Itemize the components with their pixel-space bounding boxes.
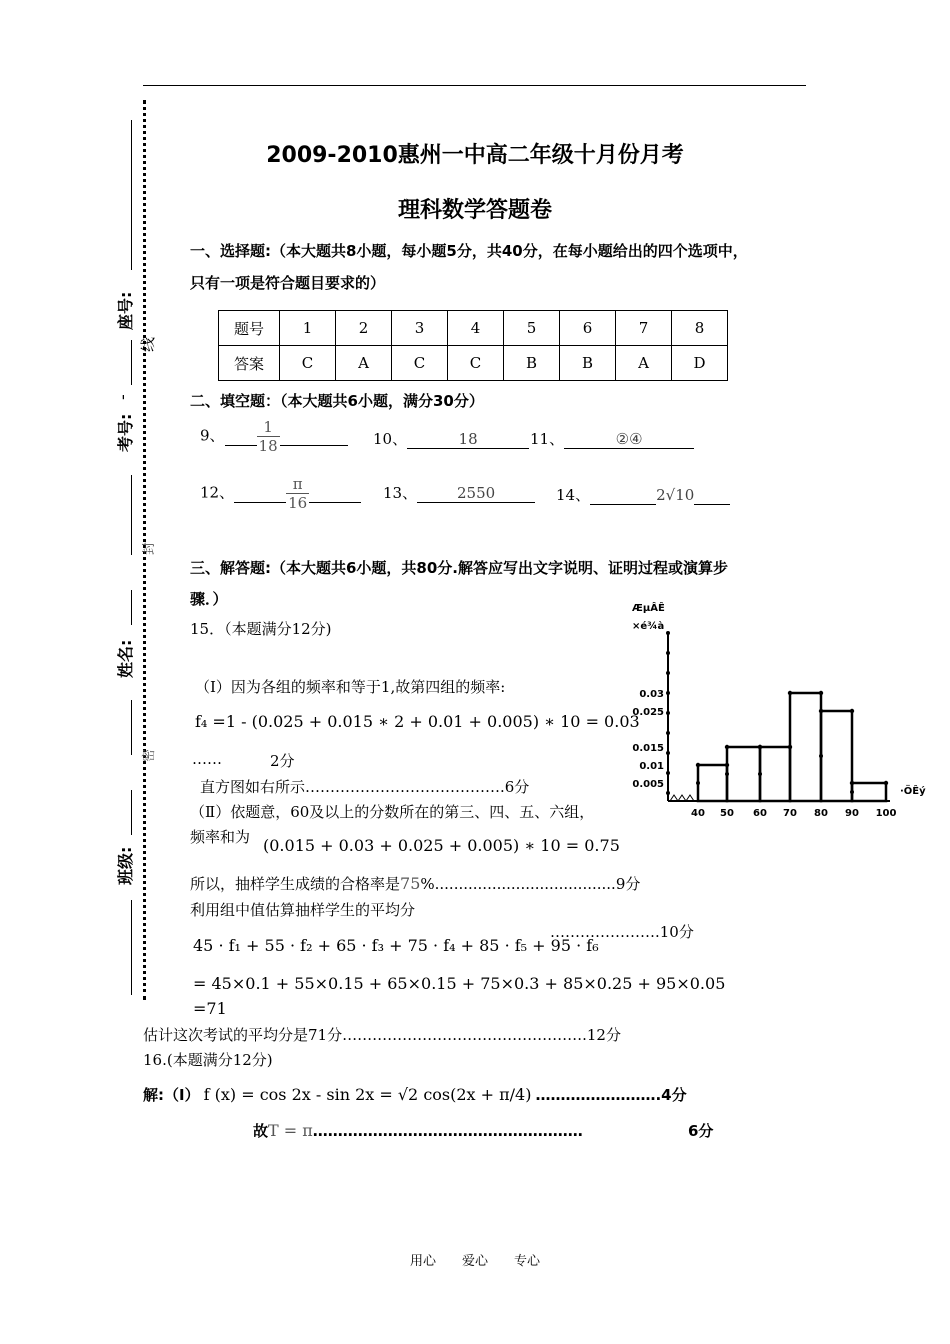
bar-mid-dot (758, 772, 762, 776)
q12-label: 12、 (200, 483, 235, 502)
y-axis-dot (666, 751, 670, 755)
x-tick-label: 80 (814, 808, 828, 819)
bar-corner-dot (696, 763, 700, 767)
y-tick-label: 0.01 (639, 761, 664, 772)
x-tick-label: 70 (783, 808, 797, 819)
p15-line4-formula: (0.015 + 0.03 + 0.025 + 0.005) ∗ 10 = 0.75 (263, 836, 620, 855)
q14-label: 14、 (556, 486, 591, 504)
p15-line1: （Ⅰ）因为各组的频率和等于1,故第四组的频率: (195, 678, 506, 696)
p15-line5: 所以，抽样学生成绩的合格率是75%......................................9分 (190, 874, 641, 893)
x-tick-label: 60 (753, 808, 767, 819)
q11-label: 11、 (530, 430, 565, 448)
table-cell: 4 (448, 311, 504, 346)
histogram-bar (790, 693, 821, 801)
section3-heading: 三、解答题:（本大题共6小题，共80分.解答应写出文字说明、证明过程或演算步 (190, 559, 729, 577)
p15-mean-result: =71 (193, 999, 227, 1018)
problem15-title: 15．（本题满分12分) (190, 620, 332, 638)
x-tick-label: 40 (691, 808, 705, 819)
p15-dots1: …… (192, 750, 222, 768)
histogram-bar (760, 747, 790, 801)
x-tick-label: 50 (720, 808, 734, 819)
y-axis-dot (666, 691, 670, 695)
y-axis-label-line2: ×é¾à (632, 621, 665, 632)
table-cell: C (280, 346, 336, 381)
p16-line2: 故T = π……………………………………………… (253, 1121, 583, 1140)
table-cell: B (504, 346, 560, 381)
mi-mark: 密 (142, 748, 157, 762)
class-underline-top (131, 700, 132, 755)
q13-label: 13、 (383, 484, 418, 502)
histogram-bar (727, 747, 760, 801)
exam-no-underline-top (131, 340, 132, 385)
histogram-bar (698, 765, 727, 801)
p15-line4-label: 频率和为 (190, 828, 251, 846)
bar-corner-dot (758, 745, 762, 749)
p15-line2: 直方图如右所示………………………………….6分 (200, 778, 530, 796)
p15-line6: 利用组中值估算抽样学生的平均分 (190, 901, 416, 919)
table-cell: D (672, 346, 728, 381)
table-cell: 5 (504, 311, 560, 346)
y-tick-label: 0.03 (639, 689, 664, 700)
q14-answer (556, 484, 730, 505)
xian-mark: 线 (139, 336, 157, 352)
table-cell: B (560, 346, 616, 381)
y-axis-dot (666, 791, 670, 795)
section2-heading: 二、填空题：（本大题共6小题，满分30分） (190, 392, 484, 410)
bar-mid-dot (819, 754, 823, 758)
p15-line3: （Ⅱ）依题意，60及以上的分数所在的第三、四、五、六组， (190, 803, 595, 821)
bar-mid-dot (725, 772, 729, 776)
seat-label: 座号: (116, 291, 135, 330)
section1-heading-cont: 只有一项是符合题目要求的） (190, 274, 386, 292)
bar-corner-dot (725, 745, 729, 749)
p15-f4-formula: f₄ =1 - (0.025 + 0.015 ∗ 2 + 0.01 + 0.005) ∗ 10 = 0.03 (195, 712, 640, 731)
y-tick-label: 0.015 (632, 743, 664, 754)
feng-mark: 封 (142, 541, 157, 555)
bar-mid-dot (788, 745, 792, 749)
page-title: 2009-2010惠州一中高二年级十月份月考 (266, 143, 684, 168)
p16-line1: 解:（Ⅰ） f (x) = cos 2x - sin 2x = √2 cos(2x + π/4) …………………….4分 (143, 1085, 687, 1104)
q9-fraction: $\frac{1}{18}$ (258, 418, 278, 455)
bar-corner-dot (788, 691, 792, 695)
section3-heading-cont: 骤．） (190, 590, 228, 608)
x-axis-label: ·ÖÊý (900, 786, 926, 797)
frequency-histogram (628, 598, 928, 823)
table-cell: 7 (616, 311, 672, 346)
p15-points1: 2分 (270, 752, 295, 770)
table-cell: C (448, 346, 504, 381)
y-axis-dot (666, 671, 670, 675)
x-tick-label: 100 (875, 808, 897, 819)
table-cell: 2 (336, 311, 392, 346)
y-tick-label: 0.005 (632, 779, 664, 790)
q9-label: 9、 (200, 426, 225, 445)
bar-corner-dot (850, 709, 854, 713)
y-axis-label-line1: ÆµÂÊ (632, 603, 665, 614)
bar-corner-dot (819, 709, 823, 713)
section1-heading: 一、选择题:（本大题共8小题，每小题5分，共40分，在每小题给出的四个选项中， (190, 242, 748, 260)
y-tick-label: 0.025 (632, 707, 664, 718)
y-axis-dot (666, 631, 670, 635)
bar-corner-dot (850, 781, 854, 785)
q12-answer (200, 475, 361, 512)
p15-mean-calc: = 45×0.1 + 55×0.15 + 65×0.15 + 75×0.3 + 85×0.25 + 95×0.05 (193, 974, 726, 993)
q12-fraction: $\frac{\pi}{16}$ (288, 475, 308, 512)
q10-label: 10、 (373, 430, 408, 448)
row-label-answer: 答案 (219, 346, 280, 381)
x-tick-label: 90 (845, 808, 859, 819)
histogram-bar (852, 783, 886, 801)
exam-no-dash: - (113, 394, 132, 400)
bar-mid-dot (696, 781, 700, 785)
y-axis-dot (666, 651, 670, 655)
bar-mid-dot (850, 790, 854, 794)
table-cell: C (392, 346, 448, 381)
table-cell: A (336, 346, 392, 381)
table-cell: 1 (280, 311, 336, 346)
name-label: 姓名: (116, 639, 135, 678)
exam-no-label: 考号: (116, 413, 135, 452)
table-row (219, 311, 728, 346)
class-underline-bottom (131, 900, 132, 995)
table-cell: 6 (560, 311, 616, 346)
q14-value: 2√10 (656, 486, 695, 504)
table-row (219, 346, 728, 381)
top-rule (143, 85, 806, 86)
q13-answer: 13、 2550 (383, 482, 535, 503)
table-cell: 8 (672, 311, 728, 346)
name-underline (131, 590, 132, 625)
answer-table (218, 310, 728, 381)
problem16-title: 16.(本题满分12分) (143, 1051, 273, 1069)
bar-corner-dot (884, 781, 888, 785)
y-axis-dot (666, 711, 670, 715)
y-axis-dot (666, 731, 670, 735)
table-cell: 3 (392, 311, 448, 346)
row-label-question: 题号 (219, 311, 280, 346)
name-underline-top (131, 475, 132, 555)
p15-conclusion: 估计这次考试的平均分是71分………………………………………….12分 (143, 1026, 621, 1044)
class-underline (131, 790, 132, 835)
p16-points6: 6分 (688, 1122, 714, 1140)
p15-points-10: ………………….10分 (550, 923, 694, 941)
table-cell: A (616, 346, 672, 381)
histogram-bar (821, 711, 852, 801)
q10-answer: 10、 18 (373, 428, 529, 449)
q11-answer: 11、 ②④ (530, 428, 694, 449)
bar-corner-dot (819, 691, 823, 695)
footer-slogan: 用心 爱心 专心 (409, 1254, 540, 1269)
q9-answer (200, 418, 348, 455)
p15-mean-formula: 45 · f₁ + 55 · f₂ + 65 · f₃ + 75 · f₄ + 85 · f₅ + 95 · f₆ (193, 936, 599, 955)
page-subtitle: 理科数学答题卷 (397, 198, 552, 223)
y-axis-dot (666, 771, 670, 775)
class-label: 班级: (116, 846, 135, 885)
